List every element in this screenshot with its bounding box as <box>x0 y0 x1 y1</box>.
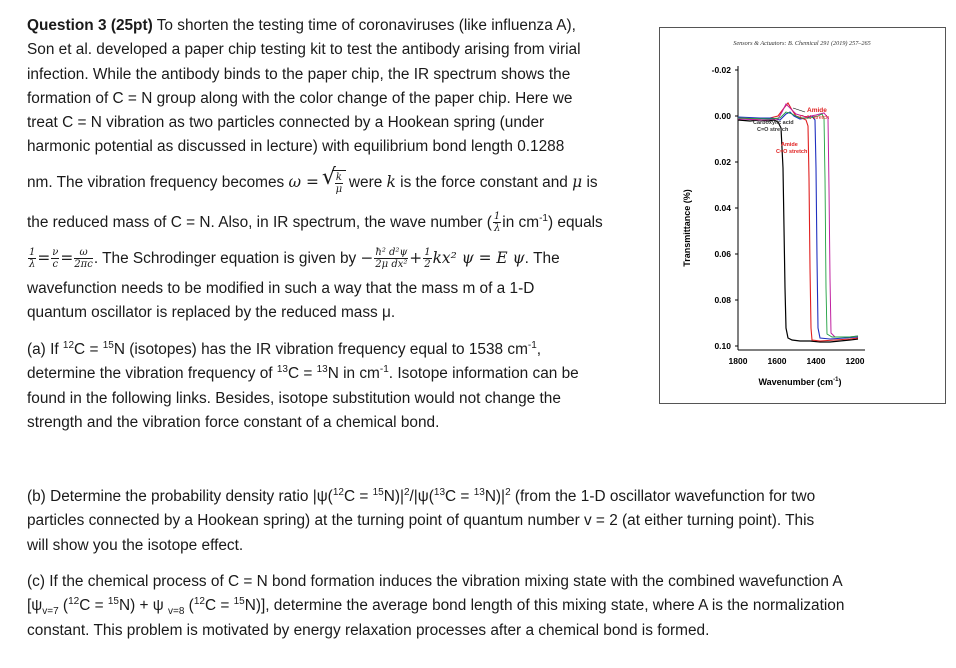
part-a-line-2: determine the vibration frequency of $^{13}$C = $^{13}$N in $cm^{-1}$. Isotope information can be <box>27 364 579 383</box>
ir-spectrum-svg <box>660 28 945 403</box>
part-a-line-3: found in the following links. Besides, isotope substitution would not change the <box>27 389 561 407</box>
question-line-11: quantum oscillator is replaced by the reduced mass μ. <box>27 304 396 322</box>
x-axis-label: Wavenumber $(cm^{-1})$ <box>758 377 842 387</box>
figure-citation: Sensors & Actuators: B. Chemical 291 (2019) 257–265 <box>733 40 871 47</box>
annotation-amide-2: Amide <box>781 142 798 148</box>
part-b <box>27 485 815 558</box>
part-b-line-1: (b) Determine the probability density ratio $|\psi(^{12}C = ^{15}N)|^2/|\psi(^{13}C = ^{13}N)|^2$ (from the 1-D oscillator wavefunction for two <box>27 486 816 505</box>
annotation-cn-stretch: C=N stretch <box>800 115 830 121</box>
y-tick-label: 0.10 <box>714 341 731 351</box>
part-a-line-4: strength and the vibration force constant of a chemical bond. <box>27 413 440 431</box>
question-outro <box>27 277 534 326</box>
question-line-9: $\frac{1}{\lambda}$ = $\frac{\nu}{c}$ = $\frac{\omega}{2\pi c}$ . The Schrodinger equation is given by − $\frac{\text{ħ² d²ψ}}{\text{2μ dx²}}$ + $\frac{1}{2}$ kx² ψ = E ψ. The <box>29 247 560 271</box>
y-tick-label: 0.08 <box>714 295 731 305</box>
x-tick-label: 1800 <box>728 356 748 366</box>
y-tick-label: 0.04 <box>714 203 731 213</box>
question-label: Question 3 <box>27 17 107 34</box>
question-line-3: infection. While the antibody binds to the paper chip, the IR spectrum shows the <box>27 65 571 83</box>
y-tick-label: 0.00 <box>714 111 731 121</box>
question-line-1: Question 3 (25pt) To shorten the testing time of coronaviruses (like influenza A), <box>27 17 576 34</box>
question-line-6: harmonic potential as discussed in lecture) with equilibrium bond length 0.1288 <box>27 138 565 156</box>
ir-spectrum-figure <box>659 27 946 404</box>
annotation-co-stretch-1: C=O stretch <box>757 127 789 133</box>
x-tick-label: 1200 <box>845 356 865 366</box>
y-axis-label: Transmittance (%) <box>682 189 692 267</box>
x-tick-label: 1400 <box>806 356 826 366</box>
spectrum-trace-blue <box>738 112 858 339</box>
annotation-arrow <box>793 108 805 112</box>
part-a-line-1: (a) If $^{12}$C = $^{15}$N (isotopes) has the IR vibration frequency equal to 1538 $cm^{-1}$, <box>27 339 542 358</box>
y-tick-label: 0.02 <box>714 157 731 167</box>
question-line-4: formation of C = N group along with the color change of the paper chip. Here we <box>27 89 573 107</box>
question-line-7: nm. The vibration frequency becomes ω = √ $\frac{k}{\mu}$ were k is the force constant and μ is <box>27 165 598 196</box>
part-b-line-2: particles connected by a Hookean spring) at the turning point of quantum number v = 2 (at either turning point). This <box>27 512 815 530</box>
spectrum-trace-magenta <box>738 104 858 337</box>
part-c-line-2: [$\psi_{v=7}$ ($^{12}$C = $^{15}$N) + ψ $_{v=8}$ ($^{12}$C = $^{15}$N)], determine the average bond length of this mixing state, where A is the normalization <box>27 596 845 618</box>
question-intro <box>27 14 581 160</box>
y-tick-label: 0.06 <box>714 249 731 259</box>
question-line-10: wavefunction needs to be modified in such a way that the mass m of a 1-D <box>27 280 535 297</box>
y-tick-label: -0.02 <box>711 65 731 75</box>
annotation-co-stretch-2: C=O stretch <box>776 149 808 155</box>
part-a <box>27 338 579 435</box>
question-line-8: the reduced mass of C = N. Also, in IR spectrum, the wave number ( $\frac{1}{\lambda}$ in $cm^{-1}$) equals <box>27 211 603 235</box>
part-c <box>27 570 844 643</box>
question-points: (25pt) <box>110 17 153 34</box>
spectrum-trace-red <box>738 103 858 341</box>
spectrum-trace-green <box>738 112 858 337</box>
part-c-line-3: constant. This problem is motivated by energy relaxation processes after a chemical bond is formed. <box>27 621 710 639</box>
question-line-5: treat C = N vibration as two particles connected by a Hookean spring (under <box>27 114 545 132</box>
annotation-amide-top: Amide <box>807 107 827 114</box>
x-tick-label: 1600 <box>767 356 787 366</box>
part-c-line-1: (c) If the chemical process of C = N bond formation induces the vibration mixing state with the combined wavefunction A <box>27 573 843 590</box>
sqrt-k-over-mu: √ $\frac{k}{\mu}$ <box>322 170 346 196</box>
y-ticks <box>712 65 738 351</box>
part-b-line-3: will show you the isotope effect. <box>27 536 244 554</box>
x-ticks <box>729 356 865 366</box>
question-line-2: Son et al. developed a paper chip testing kit to test the antibody arising from virial <box>27 41 581 59</box>
annotation-carboxylic-acid: Carboxylic acid <box>753 120 794 126</box>
